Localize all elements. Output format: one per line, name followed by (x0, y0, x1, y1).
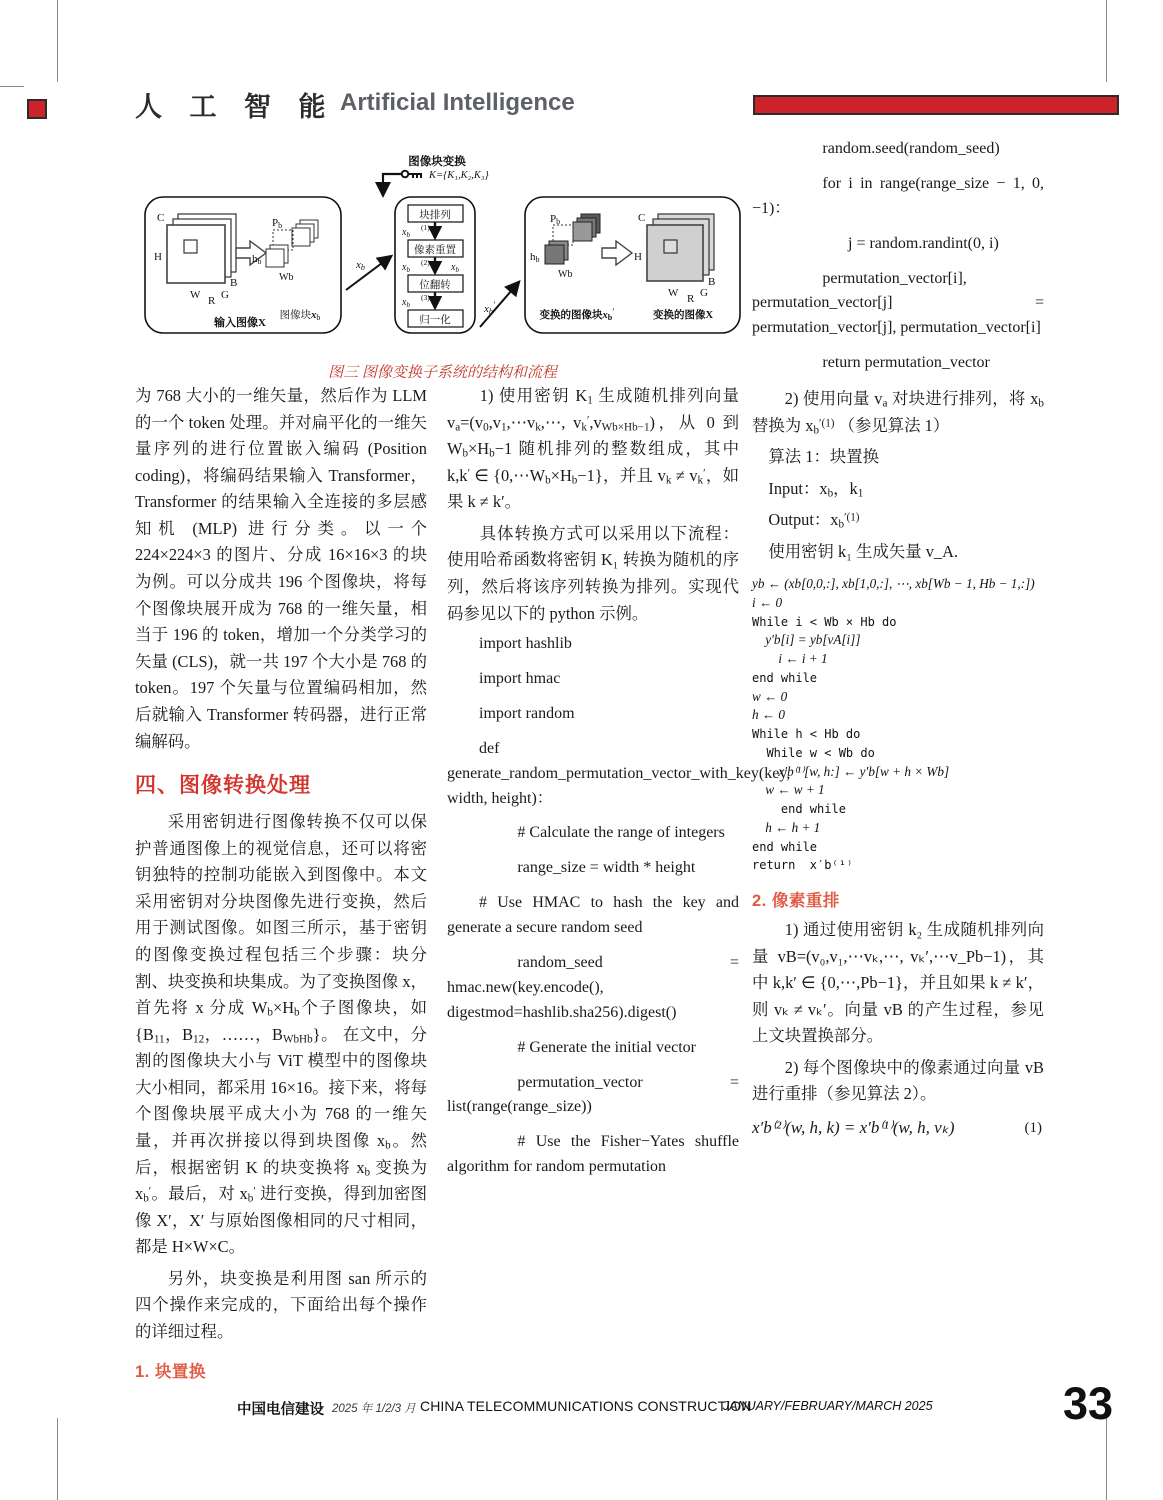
header-title-cn: 人 工 智 能 (135, 92, 336, 122)
page-header (0, 85, 1163, 133)
algorithm-key-line: 使用密钥 k₁ 生成矢量 v_A. (768, 541, 959, 561)
svg-text:W: W (668, 287, 679, 299)
pseudo-line-2: While i < Wb × Hb do (752, 614, 897, 629)
algorithm-output: Output：$x_b^{'(1)}$ (768, 510, 860, 531)
svg-text:变换的图像X: 变换的图像X (652, 310, 714, 321)
pseudo-line-10: x′b⁽¹⁾[w, h:] ← y′b[w + h × Wb] (752, 763, 950, 779)
mid-code-line-6: # Use HMAC to hash the key and generate a secure random seed (447, 894, 739, 937)
mid-paragraph-1: 1) 使用密钥 $K_1$ 生成随机排列向量 $v_a=(v_0,v_1,\cdots v_k,\cdots$, $v_k',v_{Wb\times Hb-1}$)，从 0 到 $W_b\times H_b-1$ 随机排列的整数组成，其中 k,k′ ∈ $\{0,\cdots W_b\times H_b-1\}$，并且 $v_k \ne v_k'$，如果 k ≠ k′。 (447, 386, 739, 512)
footer-journal-cn: 中国电信建设 (237, 1402, 324, 1418)
pseudo-line-15: return x′b⁽¹⁾ (752, 858, 854, 873)
svg-text:xb: $x_b$ (402, 297, 410, 309)
pseudo-line-3: y′b[i] = yb[vA[i]] (752, 632, 861, 648)
left-p2-part-h: 变换为 x (135, 1157, 427, 1204)
header-red-bar (753, 95, 1119, 115)
pseudo-line-14: end while (752, 839, 818, 854)
pseudo-line-0: yb ← (xb[0,0,:], xb[1,0,:], ⋯, xb[Wb − 1, Hb − 1,:]) (752, 576, 1035, 592)
equation-number: (1) (1024, 1119, 1042, 1136)
footer-journal-en: CHINA TELECOMMUNICATIONS CONSTRUCTION (420, 1398, 752, 1414)
svg-text:Wb: Wb (279, 272, 294, 283)
svg-text:xb: $x_b$ (451, 262, 459, 274)
header-title-en: Artificial Intelligence (340, 89, 575, 116)
svg-text:B: B (708, 276, 716, 288)
right-p2-b: 对块进行排列，将 x (887, 389, 1039, 409)
svg-text:H: H (634, 251, 642, 263)
crop-mark-top-right (1106, 0, 1107, 82)
mid-code-line-9: permutation_vector = list(range(range_size)) (447, 1073, 739, 1116)
algorithm-title: 算法 1：块置换 (768, 447, 880, 467)
left-p2-part-b: ×H (272, 998, 295, 1018)
crop-mark-top-left (57, 0, 58, 82)
right-paragraph-3: 1) 通过使用密钥 k₂ 生成随机排列向量 vB=(v₀,v₁,⋯vₖ,⋯, vₖ′,⋯v_Pb−1)，其中 k,k′ ∈ {0,⋯,Pb−1}，并且如果 k ≠ k′，则 vₖ ≠ vₖ′。向量 vB 的产生过程，参见上文块置换部分。 (752, 920, 1044, 1046)
mid-code-line-10: # Use the Fisher−Yates shuffle algorithm for random permutation (447, 1133, 739, 1176)
mid-code-line-0: import hashlib (479, 635, 572, 653)
header-red-square-icon (27, 99, 47, 119)
right-p2-a: 2) 使用向量 v (784, 389, 883, 409)
mid-code-line-1: import hmac (479, 669, 561, 687)
svg-text:输入图像X: 输入图像X (214, 317, 266, 329)
mid-code-line-2: import random (479, 704, 575, 722)
algo-input-label: Input：x (768, 478, 828, 498)
svg-text:C: C (157, 212, 165, 224)
pseudo-line-11: w ← w + 1 (752, 782, 825, 798)
svg-text:hb: hb (530, 251, 540, 264)
mid-code-line-4: # Calculate the range of integers (517, 824, 725, 842)
footer-date-en: JANUARY/FEBRUARY/MARCH 2025 (723, 1399, 933, 1413)
left-p2-part-i: 。最后，对 x (151, 1184, 248, 1204)
svg-text:Pb: Pb (272, 217, 283, 230)
svg-text:W: W (190, 289, 201, 301)
svg-text:K={K₁,K₂,K₃}: K={K₁,K₂,K₃} (429, 170, 489, 181)
footer-date-cn: 2025 年 1/2/3 月 (332, 1403, 416, 1415)
left-paragraph-1: 为 768 大小的一维矢量，然后作为 LLM 的一个 token 处理。并对扁平化的一维矢量序列的进行位置嵌入编码 (Position coding)，将编码结果输入 Transformer，Transformer 的结果输入全连接的多层感知机 (MLP) 进行分类。以一个 224×224×3 的图片、分成 16×16×3 的块为例。可以分成共 196 个图像块，将每个图像块展开成为 768 的一维矢量，相当于 196 的 token，增加一个分类学习的矢量 (CLS)，就一共 197 个大小是 768 的 token。197 个矢量与位置编码相加，然后就输入 Transformer 转码器，进行正常编解码。 (135, 386, 427, 751)
pseudo-line-9: While w < Wb do (752, 745, 875, 760)
svg-text:xb′: xb′ (484, 300, 495, 316)
mid-code-line-8: # Generate the initial vector (517, 1038, 696, 1056)
svg-text:G: G (221, 289, 229, 301)
right-code-line-4: return permutation_vector (822, 354, 990, 372)
pseudo-line-12: end while (752, 802, 846, 817)
svg-text:块排列: 块排列 (419, 210, 451, 221)
left-p2-part-e: ，……，B (204, 1024, 283, 1044)
equation-body: x′b⁽²⁾(w, h, k) = x′b⁽¹⁾(w, h, vₖ) (752, 1117, 955, 1137)
svg-text:hb: hb (252, 253, 262, 266)
left-p2-part-a: 采用密钥进行图像转换不仅可以保护普通图像上的视觉信息，还可以将密钥独特的控制功能嵌入到图像中。本文采用密钥对分块图像先进行变换，然后用于测试图像。如图三所示，基于密钥的图像变换过程包括三个步骤：块分割、块变换和块集成。为了变换图像 x，首先将 x 分成 W (135, 812, 427, 1018)
mid-paragraph-2: 具体转换方式可以采用以下流程：使用哈希函数将密钥 K₁ 转换为随机的序列，然后将该序列转换为排列。实现代码参见以下的 python 示例。 (447, 523, 739, 623)
mid-code-line-3: def generate_random_permutation_vector_with_key(key, width, height)： (447, 739, 791, 807)
svg-text:H: H (154, 251, 162, 263)
mid-p1-text: 生成随机排列向量 v (447, 386, 739, 432)
left-p2-part-c: 个子图像块，如 {B (135, 998, 428, 1044)
pseudo-line-1: i ← 0 (752, 594, 783, 610)
algorithm-pseudocode (752, 575, 1044, 875)
pseudo-line-5: end while (752, 670, 818, 685)
pseudo-line-4: i ← i + 1 (752, 651, 828, 667)
left-paragraph-2: 采用密钥进行图像转换不仅可以保护普通图像上的视觉信息，还可以将密钥独特的控制功能嵌入到图像中。本文采用密钥对分块图像先进行变换，然后用于测试图像。如图三所示，基于密钥的图像变换过程包括三个步骤：块分割、块变换和块集成。为了变换图像 x，首先将 x 分成 $W_b\times H_b$个子图像块，如 {$B_{11}$，$B_{12}$，……，$B_{WbHb}$}。 在文中，分割的图像块大小与 ViT 模型中的图像块大小相同，都采用 16×16。接下来，将每个图像块展平成大小为 768 的一维矢量，并再次拼接以得到块图像 $x_b$。然后，根据密钥 K 的块变换将 $x_b$ 变换为 $x_b'$。最后，对 $x_b'$ 进行变换，得到加密图像 X′，X′ 与原始图像相同的尺寸相同，都是 H×W×C。 (135, 812, 428, 1257)
svg-text:B: B (230, 277, 238, 289)
left-p2-part-d: ，B (164, 1024, 194, 1044)
figure-caption: 图三 图像变换子系统的结构和流程 (328, 365, 557, 381)
svg-text:(3): (3) (421, 293, 430, 302)
pseudo-line-8: While h < Hb do (752, 727, 861, 742)
column-left (135, 383, 427, 1388)
pseudo-line-13: h ← h + 1 (752, 819, 821, 835)
right-paragraph-4: 2) 每个图像块中的像素通过向量 vB 进行重排（参见算法 2）。 (752, 1057, 1044, 1104)
right-code-line-3: permutation_vector[i], permutation_vector[j] = permutation_vector[j], permutation_vector[i] (752, 269, 1044, 337)
column-right (752, 137, 1044, 1144)
svg-text:xb: $x_b$ (402, 262, 410, 274)
figure-three (140, 152, 745, 382)
figure-diagram (140, 152, 745, 352)
left-paragraph-3: 另外，块变换是利用图 san 所示的四个操作来完成的，下面给出每个操作的详细过程。 (135, 1268, 427, 1341)
svg-text:C: C (638, 212, 646, 224)
right-p2-c: 替换为 x (752, 415, 814, 435)
svg-text:xb: xb (356, 259, 365, 272)
page-footer (0, 1378, 1163, 1442)
svg-text:图像块xb: 图像块xb (279, 310, 321, 322)
svg-text:(1): (1) (421, 223, 430, 232)
mid-p1-lead: 1) 使用密钥 K (479, 386, 588, 405)
left-p2-part-g: 。然后，根据密钥 K 的块变换将 x (135, 1131, 428, 1177)
svg-text:归一化: 归一化 (419, 315, 451, 326)
svg-text:xb: $x_b$ (402, 227, 410, 239)
svg-text:像素重置: 像素重置 (414, 245, 456, 256)
left-p2-part-j: 进行变换，得到加密图像 X′，X′ 与原始图像相同的尺寸相同，都是 H×W×C。 (135, 1184, 427, 1257)
svg-text:图像块变换: 图像块变换 (408, 156, 466, 168)
pseudo-line-6: w ← 0 (752, 688, 788, 704)
right-code-line-2: j = random.randint(0, i) (848, 234, 999, 252)
subsection-heading-block-permutation: 1. 块置换 (135, 1362, 206, 1381)
page-number: 33 (1063, 1378, 1114, 1429)
svg-text:位翻转: 位翻转 (419, 280, 451, 291)
svg-text:(2): (2) (421, 258, 430, 267)
algo-output-label: Output：x (768, 510, 839, 530)
right-paragraph-2: 2) 使用向量 $v_a$ 对块进行排列，将 $x_b$ 替换为 $x_b^{'(1)}$ （参见算法 1） (752, 389, 1044, 437)
section-heading-four: 四、图像转换处理 (135, 774, 311, 798)
right-p2-d: （参见算法 1） (834, 415, 950, 435)
svg-text:R: R (687, 293, 695, 305)
pseudo-line-7: h ← 0 (752, 707, 785, 723)
algorithm-input: Input：$x_b$，$k_1$ (768, 478, 864, 500)
svg-text:Pb: Pb (550, 213, 561, 226)
svg-text:Wb: Wb (558, 269, 573, 280)
mid-code-line-5: range_size = width * height (517, 859, 696, 877)
equation-one (752, 1118, 1044, 1138)
right-code-line-0: random.seed(random_seed) (822, 140, 1000, 157)
left-p2-part-f: }。 在文中，分割的图像块大小与 ViT 模型中的图像块大小相同，都采用 16×16。接下来，将每个图像块展平成大小为 768 的一维矢量，并再次拼接以得到块图像 x (135, 1024, 428, 1151)
subsection-heading-pixel-shuffle: 2. 像素重排 (752, 892, 840, 910)
svg-text:G: G (700, 287, 708, 299)
right-code-line-1: for i in range(range_size − 1, 0, −1)： (752, 174, 1044, 217)
mid-code-line-7: random_seed = hmac.new(key.encode(), digestmod=hashlib.sha256).digest() (447, 953, 739, 1021)
svg-text:R: R (208, 295, 216, 307)
svg-text:变换的图像块xb′: 变换的图像块xb′ (539, 307, 615, 322)
